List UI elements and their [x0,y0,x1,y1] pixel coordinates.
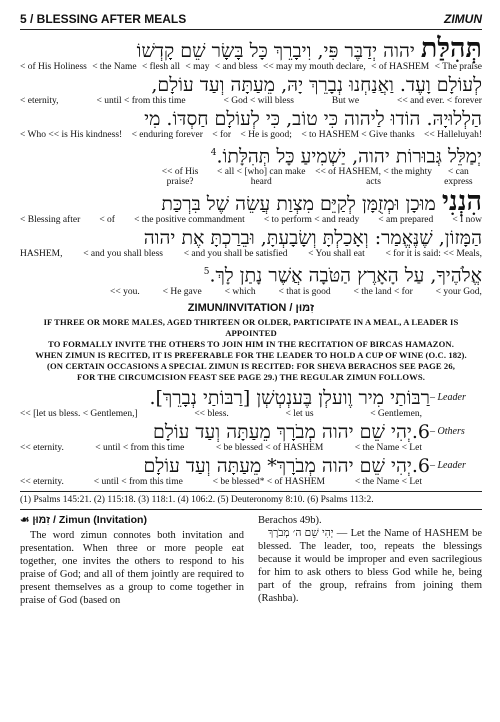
running-header [20,12,482,30]
zimun-row-others: 6.יְהִי שֵׁם יהוה מְבֹרָךְ מֵעַתָּה וְעַד עוֹלָם – Others [153,420,465,443]
header-left: 5 / BLESSING AFTER MEALS [20,12,187,26]
gloss-line-2: < eternity, < until < from this time < God < will bless But we << and ever. < forever [20,96,482,106]
zimun-gloss-3: << eternity. < until < from this time < be blessed* < of HASHEM < the Name < Let [20,476,422,487]
instructions: IF THREE OR MORE MALES, AGED THIRTEEN OR OLDER, PARTICIPATE IN A MEAL, A LEADER IS APPOINTED TO FORMALLY INVITE THE OTHERS TO JOIN HIM IN THE RECITATION OF BIRCAS HAMAZON. WHEN ZIMUN IS RECITED, IT IS PREFERABLE FOR THE LEADER TO HOLD A CUP OF WINE (O.C. 182). (ON CERTAIN OCCASIONS A SPECIAL ZIMUN IS RECITED: FOR SHEVA BERACHOS SEE PAGE 26, FOR THE CIRCUMCISION FEAST SEE PAGE 29.) THE REGULAR ZIMUN FOLLOWS. [35,316,467,382]
header-right: ZIMUN [444,12,482,26]
gloss-line-7: << you. < He gave < which < that is good < the land < for < your God, [110,286,482,297]
commentary-right: Berachos 49b). יְהִי שֵׁם ה׳ מְבֹרָךְ — Let the Name of HASHEM be blessed. The leader, too, repeats the blessings because it would be improper and even sacrilegious for him to ask others to bless God while he, being part of the group, refrains from joining them (Rashba). [258,514,482,604]
section-title: ZIMUN/INVITATION / זִמּוּן [187,301,315,314]
hebrew-line-6: הַמָּזוֹן, שֶׁנֶּאֱמַר: וְאָכַלְתָּ וְשָׂבָעְתָּ, וּבֵרַכְתָּ אֶת יהוה [143,227,482,250]
gloss-line-5: < Blessing after < of < the positive commandment < to perform < and ready < am prepared < I now [20,215,482,226]
page [20,12,482,607]
zimun-gloss-2: << eternity. < until < from this time < be blessed < of HASHEM < the Name < Let [20,442,422,453]
hebrew-line-5: הִנְנִי מוּכָן וּמְזֻמָּן לְקַיֵּם מִצְוַת עֲשֵׂה שֶׁל בִּרְכַּת [161,186,482,218]
zimun-gloss-1: << [let us bless. < Gentlemen,] << bless. < let us < Gentlemen, [20,408,422,419]
zimun-row-leader: רַבּוֹתַי מִיר וֶועלְן בֶּענְטְשְׁן [רַבּוֹתַי נְבָרֵךְ]. – Leader [149,386,466,409]
hebrew-line-3: הַלְלוּיָהּ. הוֹדוּ לַיהוה כִּי טוֹב, כִּי לְעוֹלָם חַסְדּוֹ. מִי [144,108,482,130]
hebrew-line-2: לְעוֹלָם וָעֶד. וַאֲנַחְנוּ נְבָרֵךְ יָהּ, מֵעַתָּה וְעַד עוֹלָם, [151,74,482,96]
commentary-heading: ☙ זִמּוּן / Zimun (Invitation) [20,513,147,526]
hebrew-line-7: אֱלֹהֶיךָ, עַל הָאָרֶץ הַטֹּבָה אֲשֶׁר נָתַן לָךְ.$^5$ [203,264,482,287]
gloss-line-4: << of His praise? < all < [who] can make heard << of HASHEM, < the mighty acts < can express [161,167,473,188]
gloss-line-6: HASHEM, < and you shall bless < and you shall be satisfied < You shall eat < for it is said: << Meals, [20,249,482,260]
hineni-word: הִנְנִי [441,186,482,218]
hebrew-line-1: תְּהִלַּת יהוה יְדַבֶּר פִּי, וִיבָרֵךְ כָּל בָּשָׂר שֵׁם קָדְשׁוֹ [136,33,482,64]
zimun-row-leader-2: 6.יְהִי שֵׁם יהוה מְבֹרָךְ* מֵעַתָּה וְעַד עוֹלָם – Leader [143,454,466,477]
commentary [20,509,482,607]
gloss-line-3: < Who << is His kindness! < enduring forever < for < He is good; < to HASHEM < Give thanks << Halleluyah! [20,130,482,140]
commentary-left: ☙ זִמּוּן / Zimun (Invitation) The word zimun connotes both invitation and presentation. When three or more people eat together, one invites the others to respond to his praise of God; and all of them jointly are required to present themselves as a group to come together in praise of God (based on [20,513,244,606]
source-footnotes: (1) Psalms 145:21. (2) 115:18. (3) 118:1. (4) 106:2. (5) Deuteronomy 8:10. (6) Psalms 113:2. [20,494,374,505]
opening-word: תְּהִלַּת [420,33,482,64]
gloss-line-1: < of His Holiness < the Name < flesh all < may < and bless << may my mouth declare, < of HASHEM < The praise [20,62,482,72]
hebrew-line-4: יְמַלֵּל גְּבוּרוֹת יהוה, יַשְׁמִיעַ כָּל תְּהִלָּתוֹ.$^4$ [210,145,482,168]
